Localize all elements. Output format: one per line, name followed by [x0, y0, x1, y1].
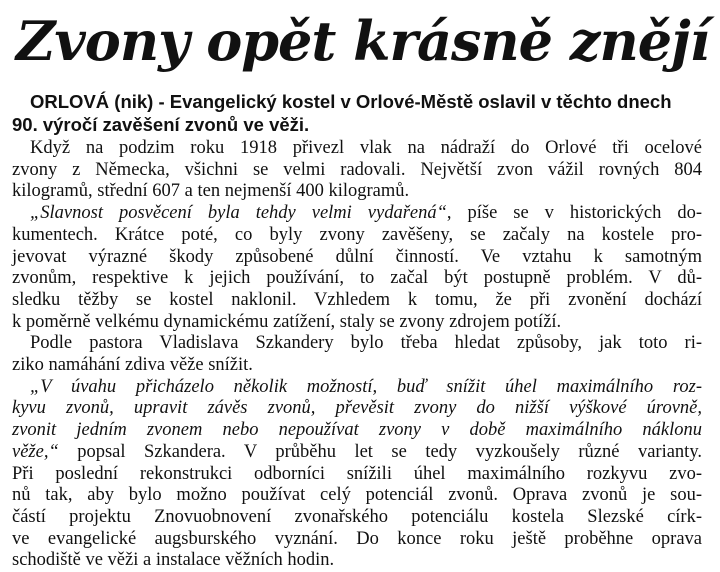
quote-line: kyvu zvonů, upravit závěs zvonů, převěsit zvony do nižší výškové úrovně,: [12, 398, 702, 419]
quote-line: „V úvahu přicházelo několik možností, buď snížit úhel maximálního roz-: [30, 376, 702, 397]
text-line: ziko namáhání zdiva věže snížit.: [12, 355, 253, 376]
text-fragment: , píše se v historických do-: [446, 203, 702, 224]
text-line: zvonům, respektive k jejich používání, to začal být postupně problém. V dů-: [12, 268, 702, 289]
text-line: schodiště ve věži a instalace věžních hodin.: [12, 550, 335, 571]
text-line: ve evangelické augsburského vyznání. Do konce roku ještě proběhne oprava: [12, 528, 702, 549]
lead-line-2: 90. výročí zavěšení zvonů ve věži.: [12, 114, 310, 135]
text-line: nů tak, aby bylo možno používat celý potenciál zvonů. Oprava zvonů je sou-: [12, 485, 702, 506]
text-line: Když na podzim roku 1918 přivezl vlak na nádraží do Orlové tři ocelové: [30, 138, 702, 158]
paragraph-3: [12, 333, 702, 376]
paragraph-4: [12, 377, 702, 572]
quote-line: zvonit jedním zvonem nebo nepoužívat zvony v době maximálního náklonu: [12, 420, 702, 441]
text-fragment: popsal Szkandera. V průběhu let se tedy vyzkoušely různé varianty.: [58, 441, 702, 462]
text-line: [12, 203, 702, 225]
text-line: kilogramů, střední 607 a ten nejmenší 400 kilogramů.: [12, 181, 410, 202]
text-line: Při poslední rekonstrukci odborníci snížili úhel maximálního rozkyvu zvo-: [12, 463, 702, 484]
lead-line-1: ORLOVÁ (nik) - Evangelický kostel v Orlové-Městě oslavil v těchto dnech: [30, 91, 672, 112]
text-line: jevovat výrazné škody způsobené důlní činností. Ve vztahu k samotným: [12, 246, 702, 267]
text-line: k poměrně velkému dynamickému zatížení, staly se zvony zdrojem potíží.: [12, 311, 562, 332]
text-line: částí projektu Znovuobnovení zvonařského potenciálu kostela Slezské círk-: [12, 506, 702, 527]
quote: „Slavnost posvěcení byla tehdy velmi vydařená“: [30, 203, 447, 224]
paragraph-2: [12, 203, 702, 333]
lead-paragraph: [12, 90, 702, 136]
text-line: Podle pastora Vladislava Szkandery bylo třeba hledat způsoby, jak toto ri-: [30, 333, 702, 354]
text-line: sledku těžby se kostel naklonil. Vzhledem k tomu, že při zvonění dochází: [12, 289, 702, 310]
text-line: zvony z Německa, všichni se velmi radovali. Největší zvon vážil rovných 804: [12, 159, 702, 180]
text-line: kumentech. Krátce poté, co byly zvony zavěšeny, se začaly na kostele pro-: [12, 224, 702, 245]
headline: Zvony opět krásně znějí: [16, 9, 710, 73]
quote-end: věže,“: [12, 441, 59, 462]
paragraph-1: [12, 138, 702, 203]
text-line: [12, 442, 702, 464]
